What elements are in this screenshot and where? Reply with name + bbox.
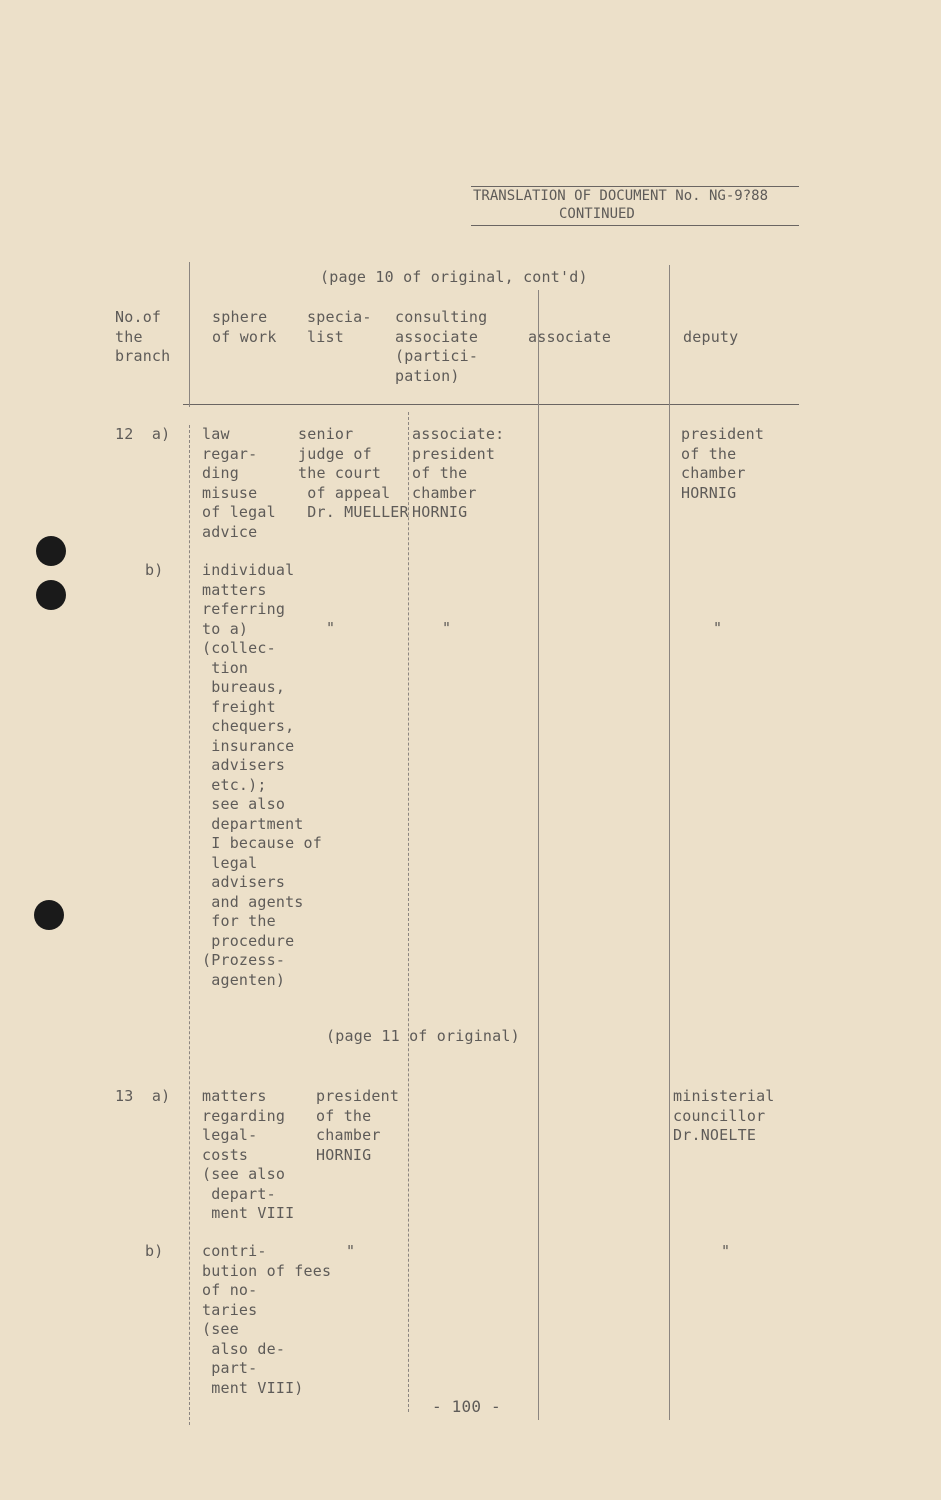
page-note-top: (page 10 of original, cont'd) bbox=[320, 268, 588, 286]
row-13a-deputy: ministerial councillor Dr.NOELTE bbox=[673, 1087, 775, 1144]
row-12a-branch: 12 a) bbox=[115, 425, 171, 443]
row-12b-specialist: " bbox=[326, 619, 336, 637]
col-header-branch: No.of the branch bbox=[115, 308, 171, 365]
row-12b-deputy: " bbox=[713, 619, 723, 637]
row-13b-branch: b) bbox=[145, 1242, 164, 1260]
row-12a-consulting: associate: president of the chamber HORNIG bbox=[412, 425, 505, 521]
row-12b-consulting: " bbox=[442, 619, 452, 637]
col-divider-2 bbox=[408, 412, 409, 1412]
row-12a-sphere: law regar- ding misuse of legal advice bbox=[202, 425, 276, 541]
col-header-deputy: deputy bbox=[683, 328, 739, 346]
col-header-consulting: consulting associate (partici- pation) bbox=[395, 308, 488, 385]
punch-hole-1 bbox=[36, 536, 66, 566]
col-header-specialist: specia- list bbox=[307, 308, 372, 346]
row-13a-sphere: matters regarding legal- costs (see also depart- ment VIII bbox=[202, 1087, 295, 1222]
row-12b-branch: b) bbox=[145, 561, 164, 579]
row-13a-specialist: president of the chamber HORNIG bbox=[316, 1087, 400, 1164]
col-divider-3 bbox=[538, 290, 539, 1420]
col-divider-1 bbox=[189, 262, 190, 407]
row-13a-branch: 13 a) bbox=[115, 1087, 171, 1105]
col-header-associate: associate bbox=[528, 328, 612, 346]
header-rule bbox=[183, 404, 799, 405]
page-note-middle: (page 11 of original) bbox=[326, 1027, 520, 1045]
row-12a-deputy: president of the chamber HORNIG bbox=[681, 425, 765, 502]
document-title: TRANSLATION OF DOCUMENT No. NG-9?88 bbox=[473, 188, 769, 204]
document-title-box bbox=[471, 186, 799, 226]
document-subtitle: CONTINUED bbox=[559, 206, 635, 222]
row-13b-specialist: " bbox=[346, 1242, 356, 1260]
page-number: - 100 - bbox=[432, 1397, 501, 1416]
col-divider-4 bbox=[669, 265, 670, 1420]
row-12b-sphere: individual matters referring to a) (collec- tion bureaus, freight chequers, insurance advisers etc.); see also department I because of legal advisers and agents for the procedure (Prozess- agenten) bbox=[202, 561, 322, 989]
col-header-sphere: sphere of work bbox=[212, 308, 277, 346]
row-12a-specialist: senior judge of the court of appeal Dr. MUELLER bbox=[298, 425, 409, 521]
row-13b-sphere: contri- bution of fees of no- taries (see also de- part- ment VIII) bbox=[202, 1242, 332, 1397]
row-13b-deputy: " bbox=[721, 1242, 731, 1260]
col-divider-1b bbox=[189, 425, 190, 1425]
punch-hole-2 bbox=[36, 580, 66, 610]
punch-hole-3 bbox=[34, 900, 64, 930]
